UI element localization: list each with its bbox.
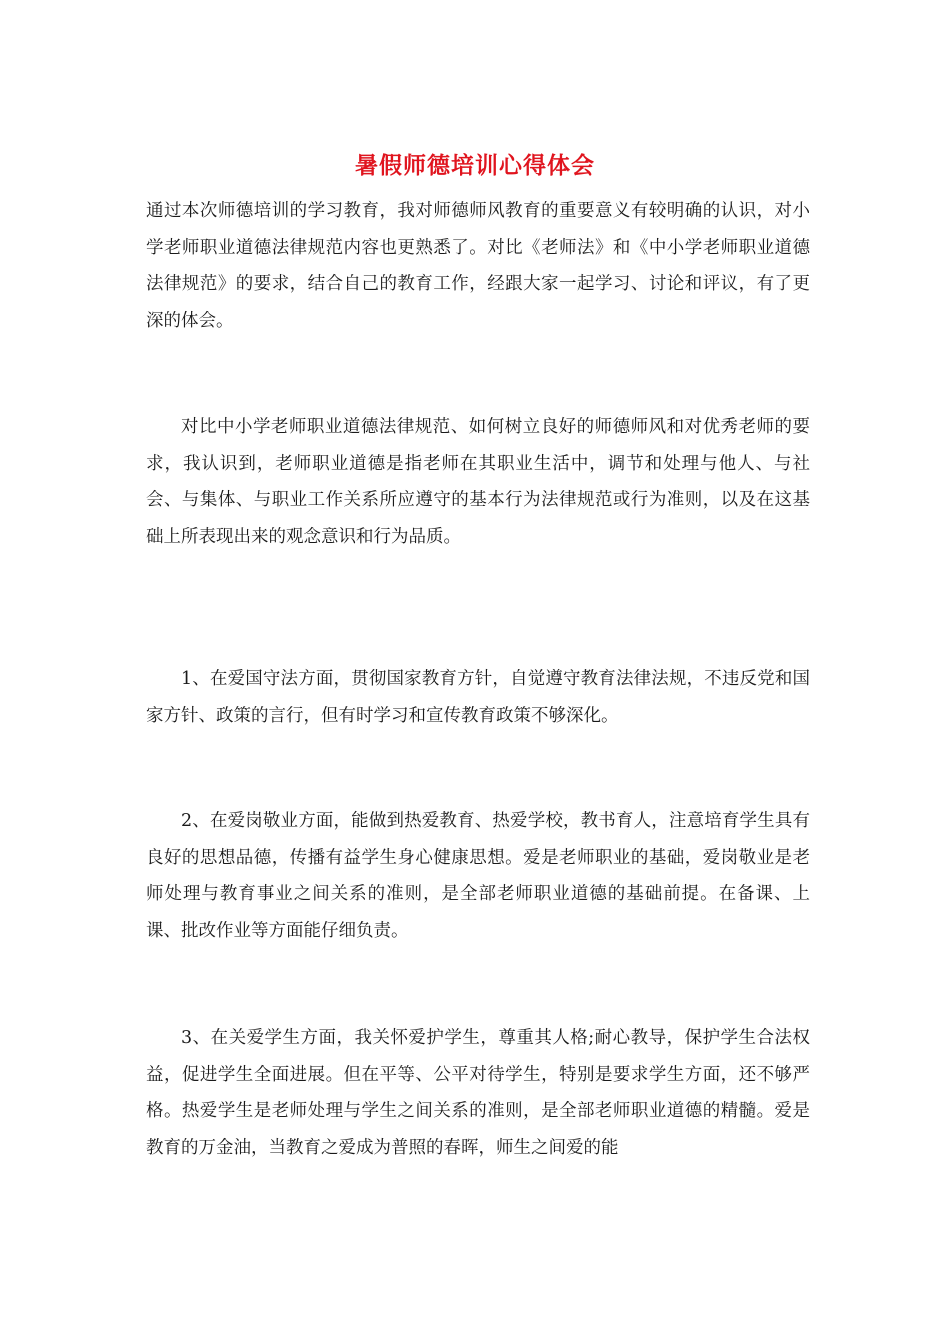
paragraph-intro: 通过本次师德培训的学习教育，我对师德师风教育的重要意义有较明确的认识，对小学老师职业道德法律规范内容也更熟悉了。对比《老师法》和《中小学老师职业道德法律规范》的要求，结合自己的教育工作，经跟大家一起学习、讨论和评议，有了更深的体会。 — [146, 201, 810, 331]
paragraph-point-3: 3、在关爱学生方面，我关怀爱护学生，尊重其人格;耐心教导，保护学生合法权益，促进学生全面进展。但在平等、公平对待学生，特别是要求学生方面，还不够严格。热爱学生是老师处理与学生之间关系的准则，是全部老师职业道德的精髓。爱是教育的万金油，当教育之爱成为普照的春晖，师生之间爱的能 — [146, 1028, 810, 1158]
document-title: 暑假师德培训心得体会 — [355, 152, 595, 179]
paragraph-point-1: 1、在爱国守法方面，贯彻国家教育方针，自觉遵守教育法律法规，不违反党和国家方针、政策的言行，但有时学习和宣传教育政策不够深化。 — [146, 669, 810, 726]
paragraph-understanding: 对比中小学老师职业道德法律规范、如何树立良好的师德师风和对优秀老师的要求，我认识到，老师职业道德是指老师在其职业生活中，调节和处理与他人、与社会、与集体、与职业工作关系所应遵守的基本行为法律规范或行为准则，以及在这基础上所表现出来的观念意识和行为品质。 — [146, 417, 810, 547]
paragraph-point-2: 2、在爱岗敬业方面，能做到热爱教育、热爱学校，教书育人，注意培育学生具有良好的思想品德，传播有益学生身心健康思想。爱是老师职业的基础，爱岗敬业是老师处理与教育事业之间关系的准则，是全部老师职业道德的基础前提。在备课、上课、批改作业等方面能仔细负责。 — [146, 811, 810, 941]
